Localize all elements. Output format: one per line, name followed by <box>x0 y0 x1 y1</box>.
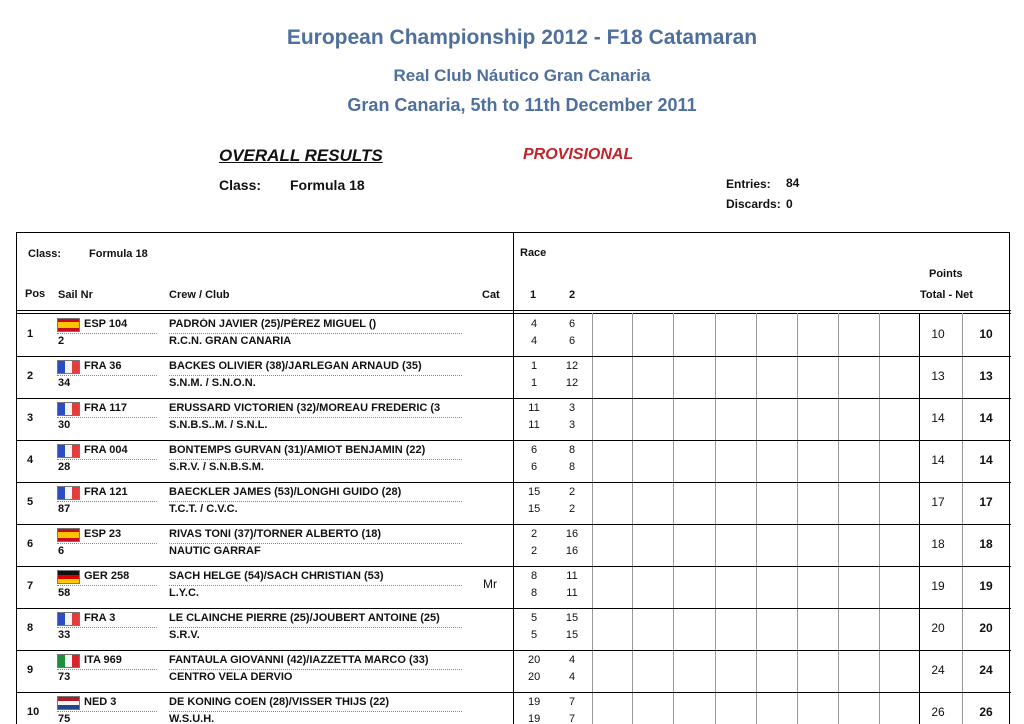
dotted-separator <box>57 333 157 334</box>
crew-names: BACKES OLIVIER (38)/JARLEGAN ARNAUD (35) <box>169 360 422 372</box>
race-1-score: 8 <box>530 570 538 582</box>
table-row <box>17 608 1011 650</box>
race-1-points: 11 <box>528 419 540 431</box>
sail-number: FRA 3 <box>84 612 116 624</box>
dotted-separator <box>169 417 462 418</box>
dotted-separator <box>169 459 462 460</box>
table-row <box>17 650 1011 692</box>
dotted-separator <box>169 669 462 670</box>
dotted-separator <box>57 417 157 418</box>
race-1-points: 4 <box>530 335 538 347</box>
position: 10 <box>27 706 40 718</box>
net-points: 14 <box>979 453 993 467</box>
race-1-points: 20 <box>528 671 541 683</box>
position: 2 <box>27 370 34 382</box>
entry-number: 73 <box>58 671 71 683</box>
crew-names: ERUSSARD VICTORIEN (32)/MOREAU FREDERIC (3 <box>169 402 441 414</box>
race-1-points: 5 <box>530 629 538 641</box>
table-row <box>17 440 1011 482</box>
race-2-points: 2 <box>568 503 576 515</box>
crew-names: BONTEMPS GURVAN (31)/AMIOT BENJAMIN (22) <box>169 444 426 456</box>
france-flag-icon <box>57 612 80 626</box>
race-2-score: 3 <box>568 402 576 414</box>
dotted-separator <box>57 711 157 712</box>
sail-header: Sail Nr <box>58 289 93 301</box>
position: 8 <box>27 622 34 634</box>
race-2-points: 6 <box>568 335 576 347</box>
race-1-score: 15 <box>528 486 541 498</box>
race-1-score: 4 <box>530 318 538 330</box>
club-name: NAUTIC GARRAF <box>169 545 261 557</box>
dotted-separator <box>169 543 462 544</box>
net-points: 19 <box>979 579 993 593</box>
race-2-score: 16 <box>565 528 579 540</box>
race-2-points: 4 <box>568 671 576 683</box>
race-2-score: 15 <box>565 612 579 624</box>
race-1-points: 6 <box>530 461 538 473</box>
points-header: Points <box>929 268 963 280</box>
crew-names: BAECKLER JAMES (53)/LONGHI GUIDO (28) <box>169 486 402 498</box>
dotted-separator <box>57 627 157 628</box>
class-label: Class: <box>219 177 262 193</box>
race-2-header: 2 <box>569 289 576 301</box>
table-row <box>17 482 1011 524</box>
sail-number: GER 258 <box>84 570 130 582</box>
entries-label: Entries: <box>726 177 771 191</box>
race-1-points: 2 <box>530 545 538 557</box>
race-2-points: 15 <box>565 629 579 641</box>
net-points: 17 <box>979 495 993 509</box>
race-1-points: 1 <box>530 377 538 389</box>
net-points: 18 <box>979 537 993 551</box>
germany-flag-icon <box>57 570 80 584</box>
club-name: S.N.M. / S.N.O.N. <box>169 377 256 389</box>
entries-value: 84 <box>786 176 800 190</box>
sail-number: NED 3 <box>84 696 117 708</box>
position: 1 <box>27 328 34 340</box>
dotted-separator <box>169 711 462 712</box>
france-flag-icon <box>57 444 80 458</box>
entry-number: 87 <box>58 503 71 515</box>
crew-names: RIVAS TONI (37)/TORNER ALBERTO (18) <box>169 528 382 540</box>
club-name: R.C.N. GRAN CANARIA <box>169 335 292 347</box>
race-2-score: 6 <box>568 318 576 330</box>
header-divider <box>17 310 1011 311</box>
sail-number: ITA 969 <box>84 654 122 666</box>
dotted-separator <box>169 585 462 586</box>
entry-number: 58 <box>58 587 71 599</box>
position: 7 <box>27 580 34 592</box>
race-1-score: 20 <box>528 654 541 666</box>
crew-names: LE CLAINCHE PIERRE (25)/JOUBERT ANTOINE (25) <box>169 612 440 624</box>
spain-flag-icon <box>57 318 80 332</box>
sail-number: FRA 117 <box>84 402 128 414</box>
race-1-points: 15 <box>528 503 541 515</box>
dotted-separator <box>57 501 157 502</box>
club-name: CENTRO VELA DERVIO <box>169 671 293 683</box>
race-1-header: 1 <box>530 289 537 301</box>
dotted-separator <box>57 585 157 586</box>
position: 5 <box>27 496 34 508</box>
provisional-badge: PROVISIONAL <box>523 146 634 163</box>
entry-number: 2 <box>58 335 65 347</box>
crew-names: PADRÓN JAVIER (25)/PÉREZ MIGUEL () <box>169 318 377 330</box>
race-1-score: 5 <box>530 612 538 624</box>
race-2-score: 7 <box>568 696 576 708</box>
document-title: European Championship 2012 - F18 Catamaran <box>286 26 758 49</box>
race-2-points: 7 <box>568 713 576 724</box>
net-points: 14 <box>979 411 993 425</box>
race-2-score: 4 <box>568 654 576 666</box>
total-points: 14 <box>931 453 945 467</box>
italy-flag-icon <box>57 654 80 668</box>
net-points: 26 <box>979 705 993 719</box>
club-name: S.R.V. <box>169 629 200 641</box>
event-dates: Gran Canaria, 5th to 11th December 2011 <box>347 95 697 115</box>
race-header: Race <box>520 247 547 259</box>
netherlands-flag-icon <box>57 696 80 710</box>
race-2-score: 12 <box>565 360 579 372</box>
table-row <box>17 692 1011 724</box>
discards-label: Discards: <box>726 197 781 211</box>
total-points: 10 <box>931 327 945 341</box>
race-1-score: 2 <box>530 528 538 540</box>
entry-number: 30 <box>58 419 71 431</box>
sail-number: ESP 104 <box>84 318 128 330</box>
club-name: L.Y.C. <box>169 587 199 599</box>
net-points: 24 <box>979 663 993 677</box>
race-2-points: 16 <box>565 545 579 557</box>
race-2-points: 12 <box>565 377 579 389</box>
club-name: W.S.U.H. <box>169 713 215 724</box>
position: 4 <box>27 454 34 466</box>
dotted-separator <box>57 543 157 544</box>
crew-names: FANTAULA GIOVANNI (42)/IAZZETTA MARCO (33) <box>169 654 429 666</box>
entry-number: 34 <box>58 377 71 389</box>
results-table <box>16 232 1010 724</box>
club-name: T.C.T. / C.V.C. <box>169 503 238 515</box>
race-1-score: 11 <box>528 402 540 414</box>
total-points: 20 <box>931 621 945 635</box>
race-2-points: 3 <box>568 419 576 431</box>
table-row <box>17 314 1011 356</box>
table-class-label: Class: <box>28 248 62 260</box>
entry-number: 28 <box>58 461 71 473</box>
crew-header: Crew / Club <box>169 289 230 301</box>
position: 3 <box>27 412 34 424</box>
sail-number: FRA 36 <box>84 360 122 372</box>
dotted-separator <box>57 459 157 460</box>
table-row <box>17 356 1011 398</box>
race-1-score: 1 <box>530 360 538 372</box>
sail-number: FRA 121 <box>84 486 128 498</box>
table-row <box>17 524 1011 566</box>
table-class-value: Formula 18 <box>89 248 148 260</box>
total-points: 26 <box>931 705 945 719</box>
total-net-header: Total - Net <box>920 289 973 301</box>
pos-header: Pos <box>25 288 46 300</box>
position: 6 <box>27 538 34 550</box>
total-points: 14 <box>931 411 945 425</box>
spain-flag-icon <box>57 528 80 542</box>
france-flag-icon <box>57 486 80 500</box>
dotted-separator <box>169 501 462 502</box>
entry-number: 33 <box>58 629 71 641</box>
class-value: Formula 18 <box>290 177 365 193</box>
dotted-separator <box>57 375 157 376</box>
total-points: 19 <box>931 579 945 593</box>
race-1-score: 6 <box>530 444 538 456</box>
race-2-score: 8 <box>568 444 576 456</box>
total-points: 18 <box>931 537 945 551</box>
entry-number: 75 <box>58 713 71 724</box>
net-points: 13 <box>979 369 993 383</box>
race-1-points: 8 <box>530 587 538 599</box>
club-name: Real Club Náutico Gran Canaria <box>393 66 651 85</box>
crew-names: SACH HELGE (54)/SACH CHRISTIAN (53) <box>169 570 384 582</box>
dotted-separator <box>169 627 462 628</box>
race-2-score: 2 <box>568 486 576 498</box>
cat-header: Cat <box>482 289 500 301</box>
net-points: 10 <box>979 327 993 341</box>
total-points: 13 <box>931 369 945 383</box>
france-flag-icon <box>57 360 80 374</box>
france-flag-icon <box>57 402 80 416</box>
dotted-separator <box>57 669 157 670</box>
race-2-points: 8 <box>568 461 576 473</box>
dotted-separator <box>169 333 462 334</box>
sail-number: ESP 23 <box>84 528 122 540</box>
overall-results-heading: OVERALL RESULTS <box>219 146 383 165</box>
total-points: 24 <box>931 663 945 677</box>
sail-number: FRA 004 <box>84 444 128 456</box>
table-row <box>17 566 1011 608</box>
race-2-score: 11 <box>566 570 578 582</box>
race-1-points: 19 <box>528 713 541 724</box>
crew-names: DE KONING COEN (28)/VISSER THIJS (22) <box>169 696 390 708</box>
race-1-score: 19 <box>528 696 541 708</box>
table-row <box>17 398 1011 440</box>
category: Mr <box>483 577 497 591</box>
club-name: S.N.B.S..M. / S.N.L. <box>169 419 268 431</box>
net-points: 20 <box>979 621 993 635</box>
club-name: S.R.V. / S.N.B.S.M. <box>169 461 264 473</box>
total-points: 17 <box>931 495 945 509</box>
discards-value: 0 <box>786 197 793 211</box>
entry-number: 6 <box>58 545 65 557</box>
race-2-points: 11 <box>566 587 578 599</box>
position: 9 <box>27 664 34 676</box>
dotted-separator <box>169 375 462 376</box>
